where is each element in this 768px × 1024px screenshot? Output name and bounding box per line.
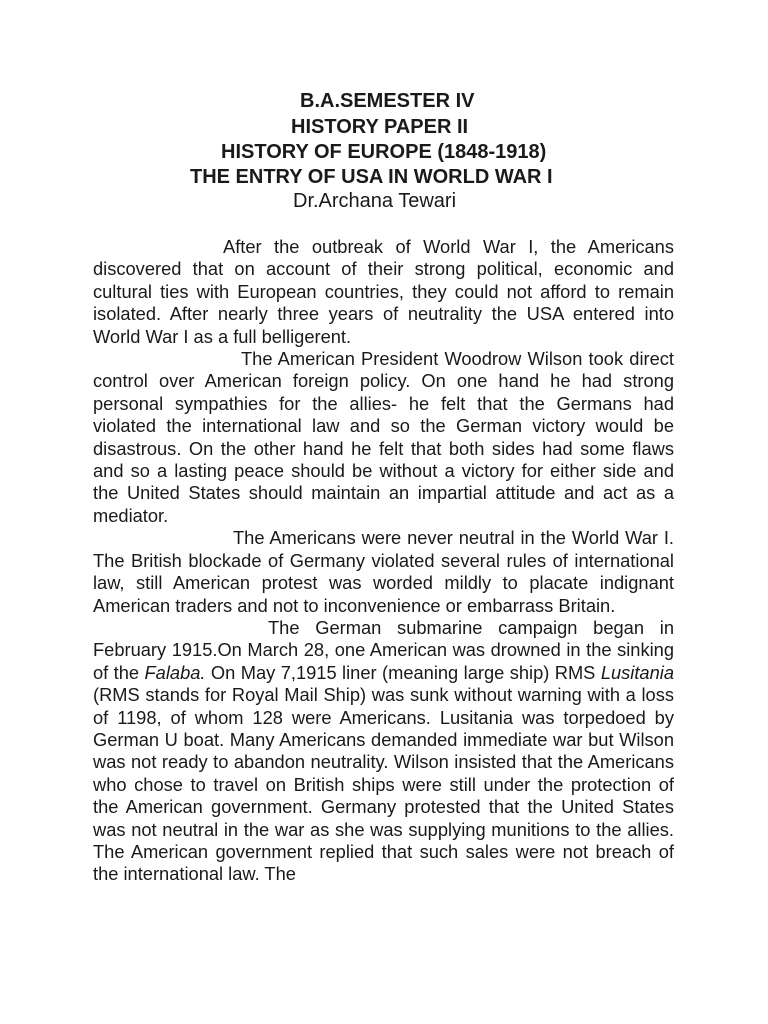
paper-heading: HISTORY PAPER II	[291, 116, 469, 138]
paragraph-1: After the outbreak of World War I, the Americans discovered that on account of their strong political, economic and cultural ties with European countries, they could not afford to remain isolated. After nearly three years of neutrality the USA entered into World War I as a full belligerent.	[93, 236, 674, 347]
paragraph-4-text-a: The German submarine campaign began in February 1915.On March 28, one American was drowned in the sinking of the	[93, 616, 674, 683]
subject-heading: HISTORY OF EUROPE (1848-1918)	[221, 141, 547, 163]
topic-heading: THE ENTRY OF USA IN WORLD WAR I	[190, 166, 553, 188]
paragraph-3: The Americans were never neutral in the World War I. The British blockade of Germany violated several rules of international law, still American protest was worded mildly to placate indignant American traders and not to inconvenience or embarrass Britain.	[93, 527, 674, 616]
document-body	[93, 236, 674, 886]
paragraph-2: The American President Woodrow Wilson took direct control over American foreign policy. On one hand he had strong personal sympathies for the allies- he felt that the Germans had violated the international law and so the German victory would be disastrous. On the other hand he felt that both sides had some flaws and so a lasting peace should be without a victory for either side and the United States should maintain an impartial attitude and act as a mediator.	[93, 348, 674, 526]
ship-name-lusitania: Lusitania	[600, 661, 674, 683]
paragraph-4	[93, 617, 674, 886]
paragraph-4-text-c: (RMS stands for Royal Mail Ship) was sunk without warning with a loss of 1198, of whom 128 were Americans. Lusitania was torpedoed by German U boat. Many Americans demanded immediate war but Wilson was not ready to abandon neutrality. Wilson insisted that the Americans who chose to travel on British ships were still under the protection of the American government. Germany protested that the United States was not neutral in the war as she was supplying munitions to the allies. The American government replied that such sales were not breach of the international law. The	[93, 684, 674, 885]
ship-name-falaba: Falaba.	[144, 661, 206, 683]
paragraph-4-text-b: On May 7,1915 liner (meaning large ship) RMS	[205, 661, 601, 683]
author-name: Dr.Archana Tewari	[293, 190, 457, 212]
course-heading: B.A.SEMESTER IV	[300, 90, 475, 112]
